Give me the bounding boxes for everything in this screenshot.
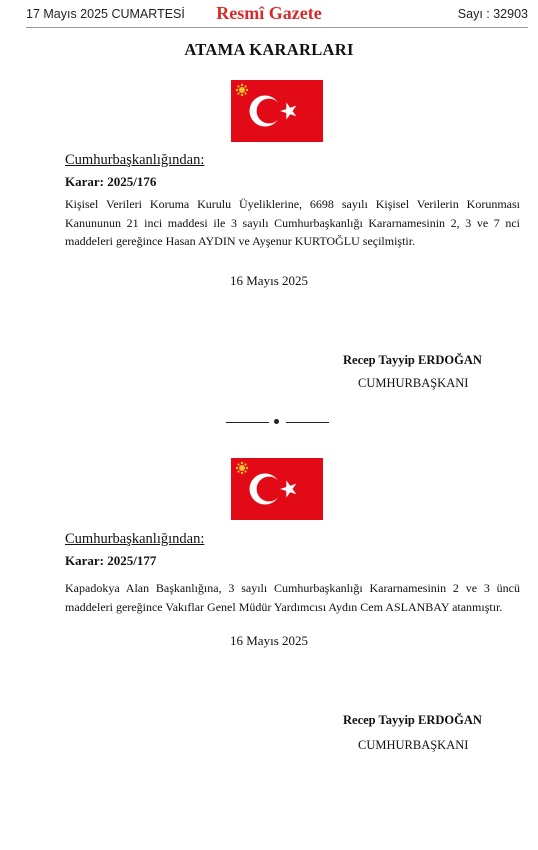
separator-line-right [286,422,329,423]
signer-title: CUMHURBAŞKANI [358,376,469,390]
section-separator [0,416,538,428]
signer-name: Recep Tayyip ERDOĞAN [343,713,482,727]
gazette-header [0,0,538,30]
separator-line-left [226,422,269,423]
decision-date: 16 Mayıs 2025 [230,273,308,288]
separator-dot [274,419,279,424]
decision-date: 16 Mayıs 2025 [230,633,308,648]
decision-number: Karar: 2025/177 [65,553,157,568]
page-title: ATAMA KARARLARI [184,40,354,59]
issue-number: Sayı : 32903 [457,7,528,21]
decision-number: Karar: 2025/176 [65,174,157,189]
decision-text: Kişisel Verileri Koruma Kurulu Üyeliklerine, 6698 sayılı Kişisel Verilerin Korunması Kanununun 21 inci maddesi ile 3 sayılı Cumhurbaşkanlığı Kararnamesinin 2, 3 ve 7 nci maddeleri gereğince Hasan AYDIN ve Ayşenur KURTOĞLU seçilmiştir. [65,197,520,248]
header-divider [26,27,528,28]
turkish-flag-icon [231,80,323,142]
authority-heading: Cumhurbaşkanlığından: [65,152,205,168]
gazette-title: Resmî Gazete [216,3,322,23]
decision-text: Kapadokya Alan Başkanlığına, 3 sayılı Cumhurbaşkanlığı Kararnamesinin 2 ve 3 üncü maddeleri gereğince Vakıflar Genel Müdür Yardımcısı Aydın Cem ASLANBAY atanmıştır. [65,581,520,614]
issue-date: 17 Mayıs 2025 CUMARTESİ [26,7,185,21]
signer-name: Recep Tayyip ERDOĞAN [343,353,482,367]
signer-title: CUMHURBAŞKANI [358,738,469,752]
authority-heading: Cumhurbaşkanlığından: [65,531,205,547]
turkish-flag-icon [231,458,323,520]
